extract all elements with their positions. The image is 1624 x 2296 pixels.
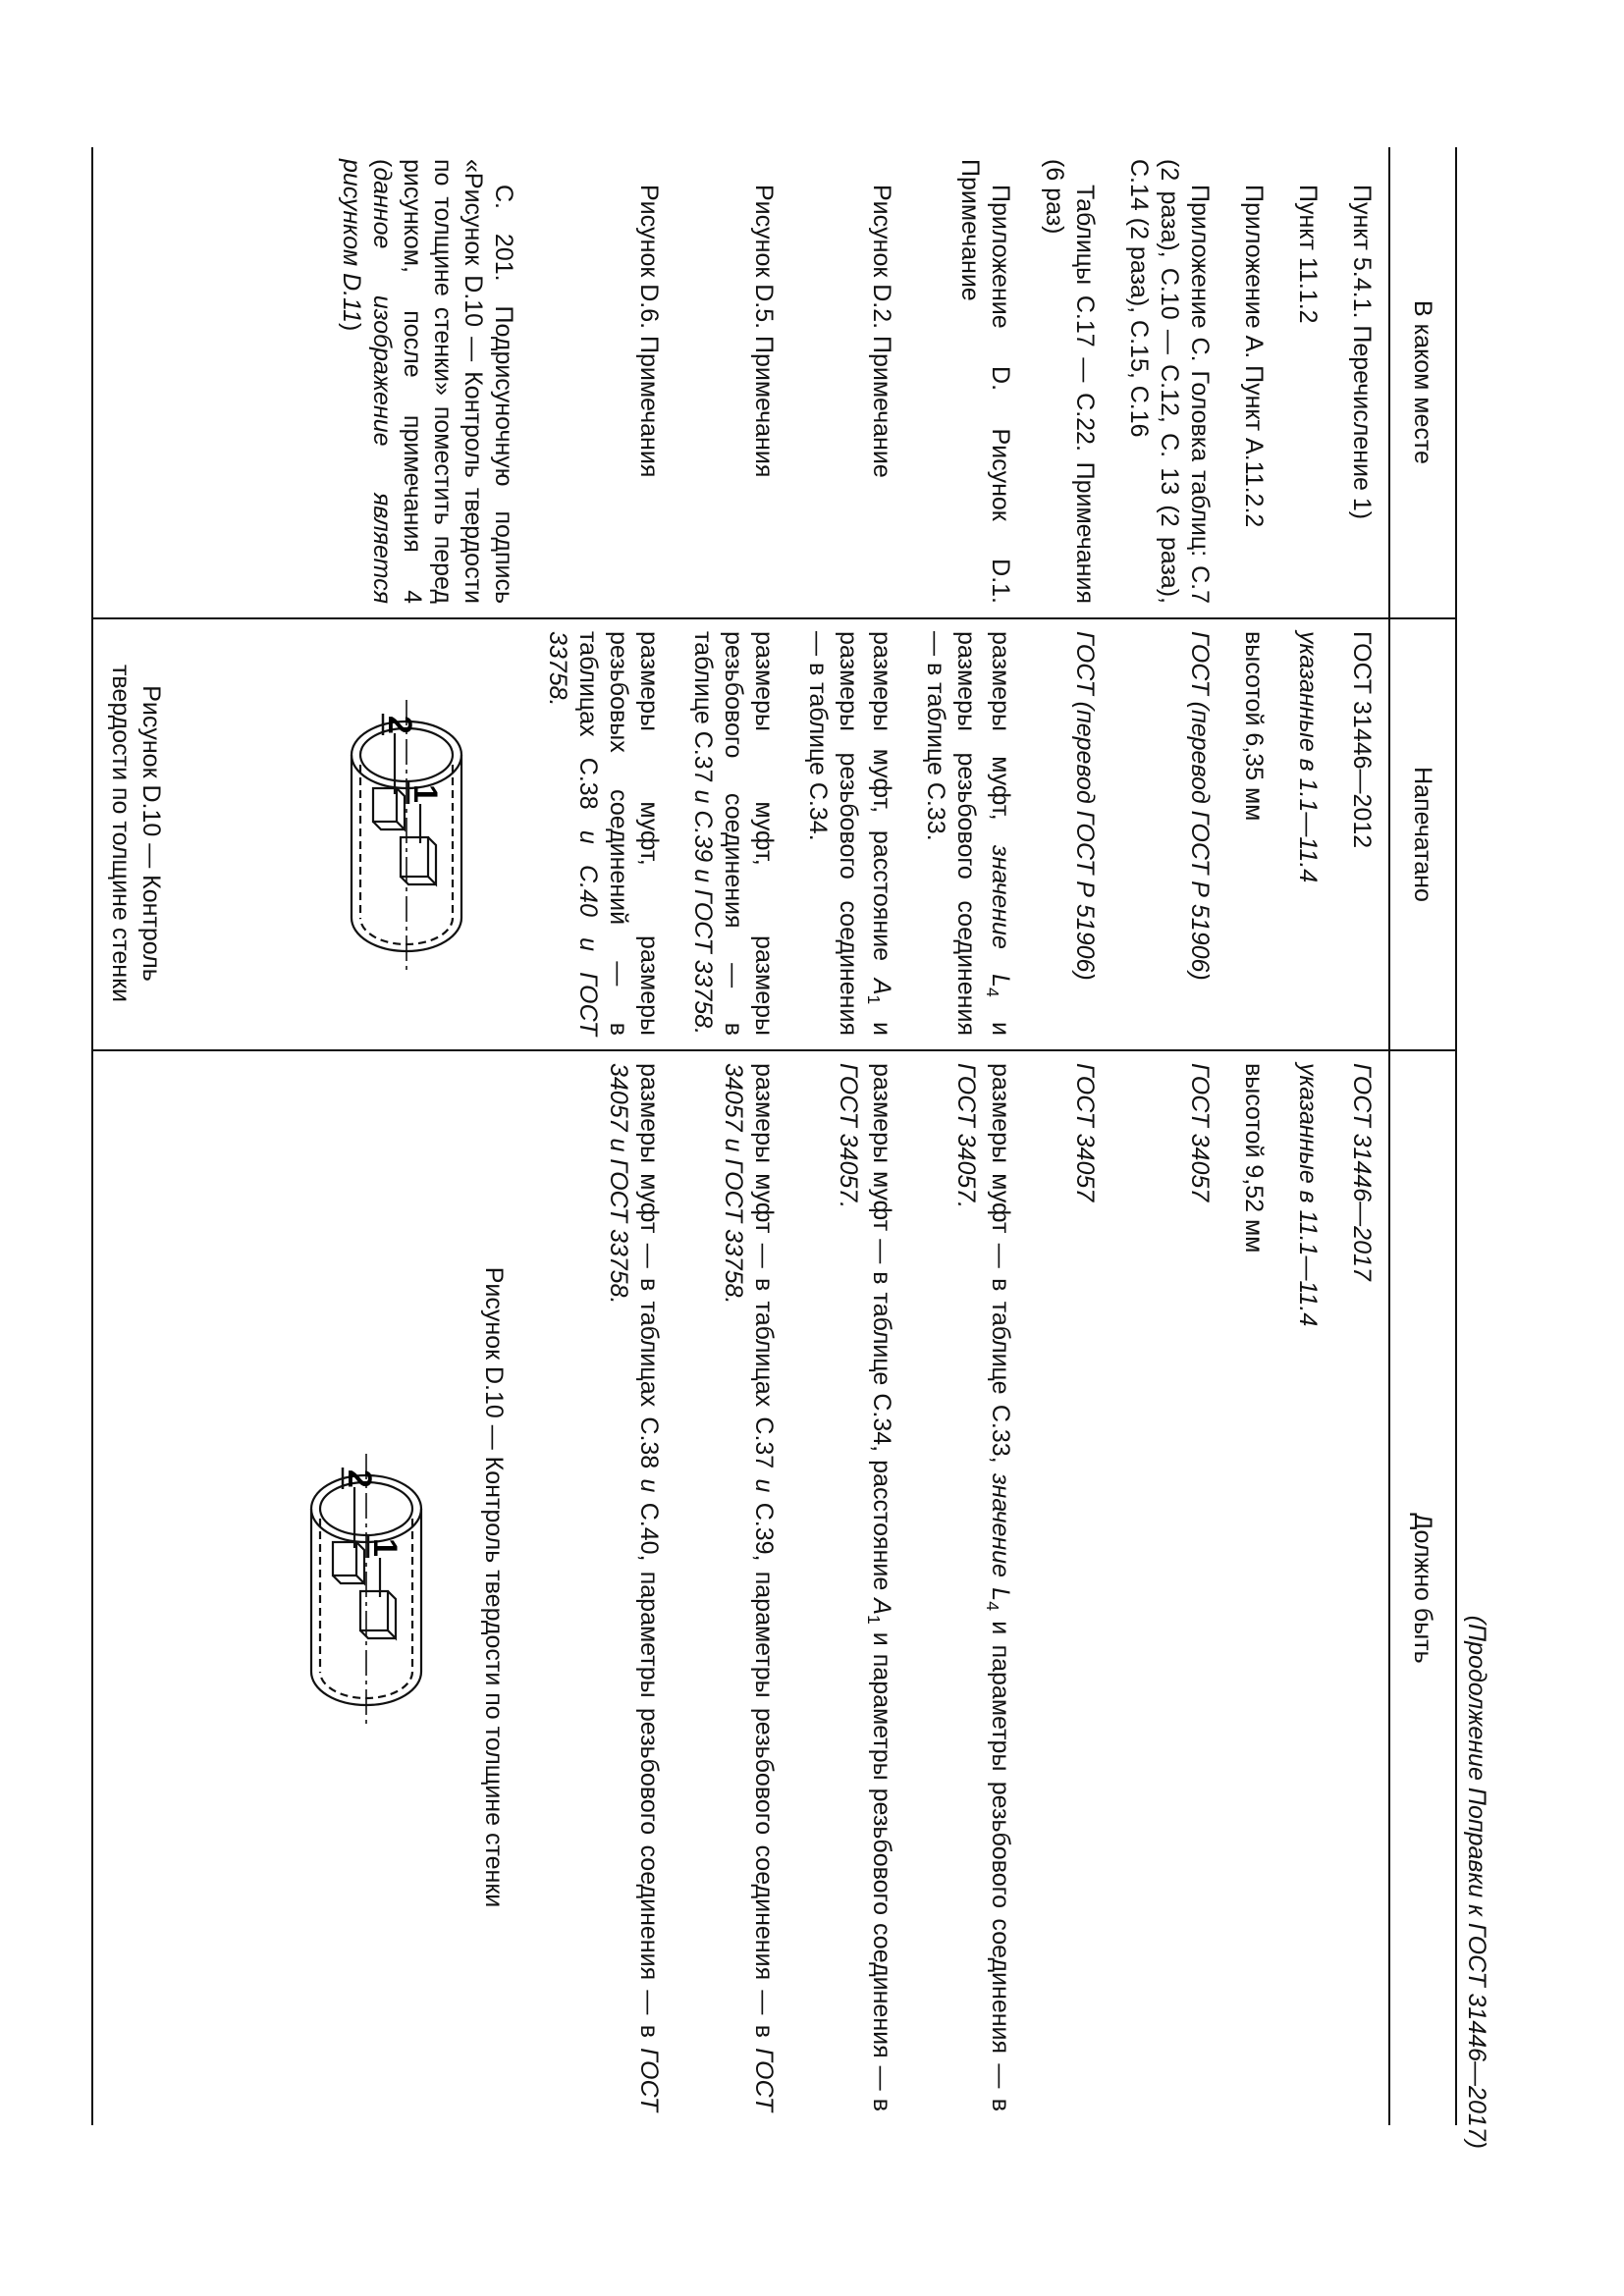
cell-printed-figure <box>92 618 530 1050</box>
cell-should-be <box>530 1050 676 2125</box>
cell-should-be: ГОСТ 31446—2017 <box>1334 1050 1389 2125</box>
text-run: и параметры резьбового соединения — в <box>868 1624 896 2111</box>
callout-1: 1 <box>365 1538 404 1557</box>
text-run-italic: ГОСТ 34057. <box>834 1063 862 1209</box>
cell-printed <box>790 618 909 1050</box>
corrections-table <box>91 147 1457 2125</box>
cell-where: Таблицы С.17 — С.22. Примечания (6 раз) <box>1041 159 1099 604</box>
text-run-italic: и С.40 и ГОСТ 33758. <box>543 631 602 1036</box>
text-run: С. 201. Подрисуночную подпись «Рисунок D.10 — Контроль твердости по толщине стенки» поместить перед рисунком, после примечания 4 ( <box>367 159 517 604</box>
text-run: размеры муфт — в таблице С.33, <box>987 1063 1014 1473</box>
cell-printed <box>1027 618 1111 1050</box>
cell-should-be <box>790 1050 909 2125</box>
figure-caption: Рисунок D.10 — Контроль твердости по толщине стенки <box>479 1266 508 1908</box>
figure-caption: Рисунок D.10 — Контроль твердости по толщине стенки <box>106 664 165 1002</box>
table-row <box>530 147 676 2125</box>
subscript: 4 <box>983 1601 1002 1611</box>
callout-1: 1 <box>406 784 444 803</box>
text-run-italic: ГОСТ 34057 и ГОСТ 33758. <box>719 1063 778 2111</box>
cell-should-be: ГОСТ 34057 <box>1111 1050 1226 2125</box>
text-run-italic: и С.39 и ГОСТ 33758. <box>688 789 717 1036</box>
table-row <box>1226 147 1280 2125</box>
text-run: размеры муфт, расстояние <box>868 631 896 979</box>
cell-should-be-figure <box>92 1050 530 2125</box>
text-run: и размеры резьбового соединения — в таблице С.33. <box>922 631 1014 1036</box>
cell-printed <box>676 618 790 1050</box>
subscript: 1 <box>864 994 885 1005</box>
cell-should-be: ГОСТ 34057 <box>1027 1050 1111 2125</box>
cell-should-be: указанные в 11.1—11.4 <box>1280 1050 1334 2125</box>
cell-where: Приложение А. Пункт А.11.2.2 <box>1240 185 1268 528</box>
subscript: 1 <box>864 1614 885 1625</box>
table-header-row <box>1389 147 1456 2125</box>
cell-where: Пункт 11.1.2 <box>1294 185 1322 324</box>
callout-2: 2 <box>380 716 418 734</box>
cell-printed <box>530 618 676 1050</box>
table-row <box>1334 147 1389 2125</box>
cell-where: Рисунок D.2. Примечание <box>868 185 896 478</box>
table-row <box>1111 147 1226 2125</box>
text-run-italic: и <box>634 1478 663 1493</box>
header-where: В каком месте <box>1389 147 1456 618</box>
hardness-test-figure <box>273 1440 474 1735</box>
cell-where: Пункт 5.4.1. Перечисление 1) <box>1348 185 1376 520</box>
text-run-italic: ГОСТ 34057. <box>952 1063 981 1209</box>
text-run-italic: A <box>868 1598 896 1615</box>
table-row <box>1027 147 1111 2125</box>
text-run-italic: A <box>868 978 896 995</box>
continuation-caption: (Продолжение Поправки к ГОСТ 31446—2017) <box>1463 1615 1490 2149</box>
cell-where <box>92 147 530 618</box>
table-row <box>1280 147 1334 2125</box>
cell-printed: высотой 6,35 мм <box>1226 618 1280 1050</box>
text-run: С.39, параметры резьбового соединения — в <box>749 1492 778 2049</box>
text-run: и параметры резьбового соединения — в <box>987 1610 1014 2111</box>
text-run: С.40, параметры резьбового соединения — в <box>634 1492 663 2049</box>
table-row <box>676 147 790 2125</box>
text-run-italic: значение L <box>987 1472 1014 1602</box>
header-printed: Напечатано <box>1389 618 1456 1050</box>
hardness-test-figure <box>313 686 514 981</box>
text-run: размеры муфт — в таблице С.34, расстояние <box>868 1063 896 1599</box>
text-run-italic: значение L <box>987 844 1014 988</box>
cell-where: Рисунок D.6. Примечания <box>634 185 663 478</box>
cell-printed <box>908 618 1027 1050</box>
cell-where: Рисунок D.5. Примечания <box>749 185 778 478</box>
printed-text: ГОСТ <box>1071 631 1099 702</box>
cell-printed <box>1111 618 1226 1050</box>
text-run: размеры муфт — в таблицах С.37 <box>749 1063 778 1479</box>
cell-should-be <box>676 1050 790 2125</box>
printed-text-note: (перевод ГОСТ Р 51906) <box>1071 701 1099 981</box>
header-should-be: Должно быть <box>1389 1050 1456 2125</box>
callout-2: 2 <box>340 1469 378 1488</box>
cell-where: Приложение D. Рисунок D.1. Примечание <box>956 159 1014 604</box>
text-run-italic: и <box>749 1478 778 1493</box>
cell-printed: ГОСТ 31446—2012 <box>1334 618 1389 1050</box>
cell-should-be <box>908 1050 1027 2125</box>
text-run: и размеры резьбового соединения — в таблице С.34. <box>803 631 896 1036</box>
text-run-italic: данное изображение является рисунком D.11 <box>337 159 396 604</box>
cell-printed: указанные в 1.1—11.4 <box>1280 618 1334 1050</box>
subscript: 4 <box>983 988 1002 997</box>
text-run: размеры муфт, <box>987 631 1014 845</box>
text-run: ) <box>337 323 365 332</box>
text-run: размеры муфт, размеры резьбовых соединений — в таблицах С.38 <box>573 631 663 1036</box>
printed-text: ГОСТ <box>1186 631 1214 702</box>
table-row <box>908 147 1027 2125</box>
cell-where: Приложение С. Головка таблиц: С.7 (2 раза), С.10 — С.12, С. 13 (2 раза), С.14 (2 раза), С.15, С.16 <box>1125 159 1214 604</box>
text-run: размеры муфт, размеры резьбового соединения — в таблице С.37 <box>688 631 778 1036</box>
printed-text-note: (перевод ГОСТ Р 51906) <box>1186 701 1214 981</box>
table-row <box>92 147 530 2125</box>
table-row <box>790 147 909 2125</box>
cell-should-be: высотой 9,52 мм <box>1226 1050 1280 2125</box>
text-run-italic: ГОСТ 34057 и ГОСТ 33758. <box>604 1063 663 2111</box>
text-run: размеры муфт — в таблицах С.38 <box>634 1063 663 1479</box>
